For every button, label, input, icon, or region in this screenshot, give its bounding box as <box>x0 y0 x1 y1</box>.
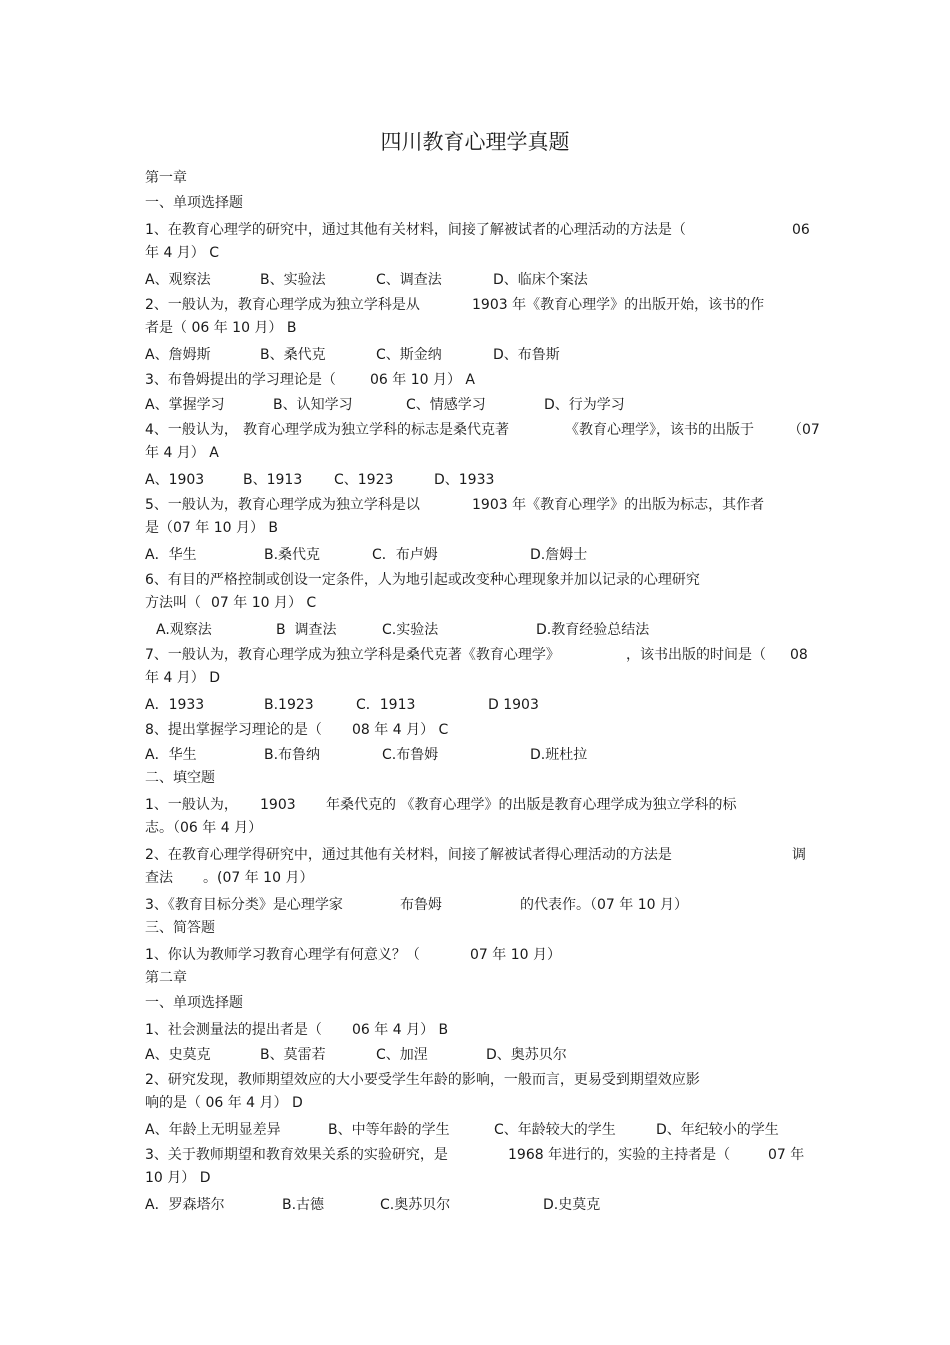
text-line-16-seg-1: A．华生 <box>145 547 197 563</box>
text-line-10-seg-3: C、情感学习 <box>406 397 486 413</box>
text-line-42-seg-4: D.史莫克 <box>543 1197 601 1213</box>
text-line-13-seg-4: D、1933 <box>434 472 495 488</box>
text-line-16-seg-2: B.桑代克 <box>264 547 321 563</box>
text-line-25-seg-1: 二、填空题 <box>145 770 215 786</box>
text-line-28-seg-1: 2、在教育心理学得研究中，通过其他有关材料，间接了解被试者得心理活动的方法是 <box>145 847 672 863</box>
text-line-11-seg-3: 《教育心理学》，该书的出版于 <box>565 422 754 438</box>
text-line-32-seg-1: 1、你认为教师学习教育心理学有何意义？（ <box>145 947 420 963</box>
text-line-17-seg-1: 6、有目的严格控制或创设一定条件，人为地引起或改变种心理现象并加以记录的心理研究 <box>145 572 700 588</box>
text-line-3-seg-2: 06 <box>792 222 810 238</box>
text-line-36-seg-4: D、奥苏贝尔 <box>486 1047 567 1063</box>
text-line-13-seg-3: C、1923 <box>334 472 394 488</box>
text-line-24-seg-1: A．华生 <box>145 747 197 763</box>
text-line-41-seg-1: 10 月） D <box>145 1170 211 1186</box>
text-line-18-seg-2: 07 年 10 月） C <box>211 595 317 611</box>
text-line-36-seg-2: B、莫雷若 <box>260 1047 326 1063</box>
text-line-42-seg-1: A．罗森塔尔 <box>145 1197 225 1213</box>
text-line-35-seg-2: 06 年 4 月） B <box>352 1022 449 1038</box>
text-line-23-seg-1: 8、提出掌握学习理论的是（ <box>145 722 322 738</box>
text-line-8-seg-3: C、斯金纳 <box>376 347 442 363</box>
text-line-40-seg-3: 07 年 <box>768 1147 805 1163</box>
text-line-5-seg-1: A、观察法 <box>145 272 211 288</box>
text-line-19-seg-4: D.教育经验总结法 <box>536 622 650 638</box>
text-line-10-seg-2: B、认知学习 <box>273 397 353 413</box>
text-line-10-seg-4: D、行为学习 <box>544 397 625 413</box>
text-line-39-seg-3: C、年龄较大的学生 <box>494 1122 616 1138</box>
text-line-11-seg-2: 教育心理学成为独立学科的标志是桑代克著 <box>243 422 509 438</box>
text-line-6-seg-2: 1903 年《教育心理学》的出版开始，该书的作 <box>472 297 765 313</box>
text-line-5-seg-2: B、实验法 <box>260 272 326 288</box>
text-line-16-seg-3: C．布卢姆 <box>372 547 438 563</box>
text-line-10-seg-1: A、掌握学习 <box>145 397 225 413</box>
text-line-5-seg-4: D、临床个案法 <box>493 272 588 288</box>
text-line-24-seg-2: B.布鲁纳 <box>264 747 321 763</box>
text-line-19-seg-3: C.实验法 <box>382 622 439 638</box>
text-line-5-seg-3: C、调查法 <box>376 272 442 288</box>
text-line-30-seg-1: 3、《教育目标分类》是心理学家 <box>145 897 343 913</box>
text-line-8-seg-2: B、桑代克 <box>260 347 326 363</box>
text-line-21-seg-1: 年 4 月） D <box>145 670 221 686</box>
text-line-36-seg-1: A、史莫克 <box>145 1047 211 1063</box>
text-line-39-seg-4: D、年纪较小的学生 <box>656 1122 779 1138</box>
text-line-26-seg-1: 1、一般认为， <box>145 797 238 813</box>
text-line-19-seg-1: A.观察法 <box>156 622 212 638</box>
text-line-8-seg-1: A、詹姆斯 <box>145 347 211 363</box>
text-line-40-seg-2: 1968 年进行的，实验的主持者是（ <box>508 1147 731 1163</box>
text-line-19-seg-2: B 调查法 <box>276 622 337 638</box>
text-line-20-seg-3: 08 <box>790 647 808 663</box>
text-line-42-seg-2: B.古德 <box>282 1197 325 1213</box>
text-line-1-seg-1: 第一章 <box>145 170 187 186</box>
text-line-31-seg-1: 三、简答题 <box>145 920 215 936</box>
text-line-36-seg-3: C、加涅 <box>376 1047 428 1063</box>
text-line-8-seg-4: D、布鲁斯 <box>493 347 560 363</box>
text-line-33-seg-1: 第二章 <box>145 970 187 986</box>
text-line-14-seg-2: 1903 年《教育心理学》的出版为标志，其作者 <box>472 497 765 513</box>
text-line-26-seg-3: 年桑代克的 《教育心理学》的出版是教育心理学成为独立学科的标 <box>326 797 737 813</box>
text-line-16-seg-4: D.詹姆士 <box>530 547 588 563</box>
text-line-24-seg-4: D.班杜拉 <box>530 747 588 763</box>
text-line-11-seg-4: （07 <box>788 422 820 438</box>
text-line-4-seg-1: 年 4 月） C <box>145 245 220 261</box>
text-line-40-seg-1: 3、关于教师期望和教育效果关系的实验研究，是 <box>145 1147 448 1163</box>
text-line-22-seg-1: A．1933 <box>145 697 205 713</box>
text-line-7-seg-1: 者是（ 06 年 10 月） B <box>145 320 297 336</box>
text-line-35-seg-1: 1、社会测量法的提出者是（ <box>145 1022 322 1038</box>
text-line-30-seg-3: 的代表作。（07 年 10 月） <box>520 897 688 913</box>
text-line-22-seg-2: B.1923 <box>264 697 314 713</box>
text-line-29-seg-2: 。(07 年 10 月） <box>203 870 314 886</box>
text-line-18-seg-1: 方法叫（ <box>145 595 201 611</box>
text-line-34-seg-1: 一、单项选择题 <box>145 995 243 1011</box>
text-line-22-seg-3: C．1913 <box>356 697 416 713</box>
text-line-32-seg-2: 07 年 10 月） <box>470 947 561 963</box>
text-line-20-seg-1: 7、一般认为，教育心理学成为独立学科是桑代克著《教育心理学》 <box>145 647 560 663</box>
text-line-28-seg-2: 调 <box>792 847 806 863</box>
text-line-12-seg-1: 年 4 月） A <box>145 445 219 461</box>
text-line-9-seg-1: 3、布鲁姆提出的学习理论是（ <box>145 372 336 388</box>
text-line-14-seg-1: 5、一般认为，教育心理学成为独立学科是以 <box>145 497 420 513</box>
text-line-24-seg-3: C.布鲁姆 <box>382 747 439 763</box>
text-line-13-seg-2: B、1913 <box>243 472 303 488</box>
text-line-39-seg-1: A、年龄上无明显差异 <box>145 1122 281 1138</box>
text-line-3-seg-1: 1、在教育心理学的研究中，通过其他有关材料，间接了解被试者的心理活动的方法是（ <box>145 222 686 238</box>
text-line-11-seg-1: 4、一般认为， <box>145 422 238 438</box>
text-line-15-seg-1: 是（07 年 10 月） B <box>145 520 279 536</box>
text-line-37-seg-1: 2、研究发现，教师期望效应的大小要受学生年龄的影响，一般而言，更易受到期望效应影 <box>145 1072 700 1088</box>
document-title: 四川教育心理学真题 <box>380 130 570 154</box>
text-line-26-seg-2: 1903 <box>260 797 296 813</box>
text-line-39-seg-2: B、中等年龄的学生 <box>328 1122 450 1138</box>
text-line-22-seg-4: D 1903 <box>488 697 539 713</box>
text-line-42-seg-3: C.奥苏贝尔 <box>380 1197 451 1213</box>
text-line-13-seg-1: A、1903 <box>145 472 205 488</box>
text-line-27-seg-1: 志。（06 年 4 月） <box>145 820 263 836</box>
text-line-2-seg-1: 一、单项选择题 <box>145 195 243 211</box>
text-line-29-seg-1: 查法 <box>145 870 173 886</box>
text-line-9-seg-2: 06 年 10 月） A <box>370 372 476 388</box>
text-line-23-seg-2: 08 年 4 月） C <box>352 722 449 738</box>
text-line-6-seg-1: 2、一般认为，教育心理学成为独立学科是从 <box>145 297 420 313</box>
text-line-30-seg-2: 布鲁姆 <box>400 897 442 913</box>
text-line-20-seg-2: ，该书出版的时间是（ <box>626 647 766 663</box>
text-line-38-seg-1: 响的是（ 06 年 4 月） D <box>145 1095 303 1111</box>
